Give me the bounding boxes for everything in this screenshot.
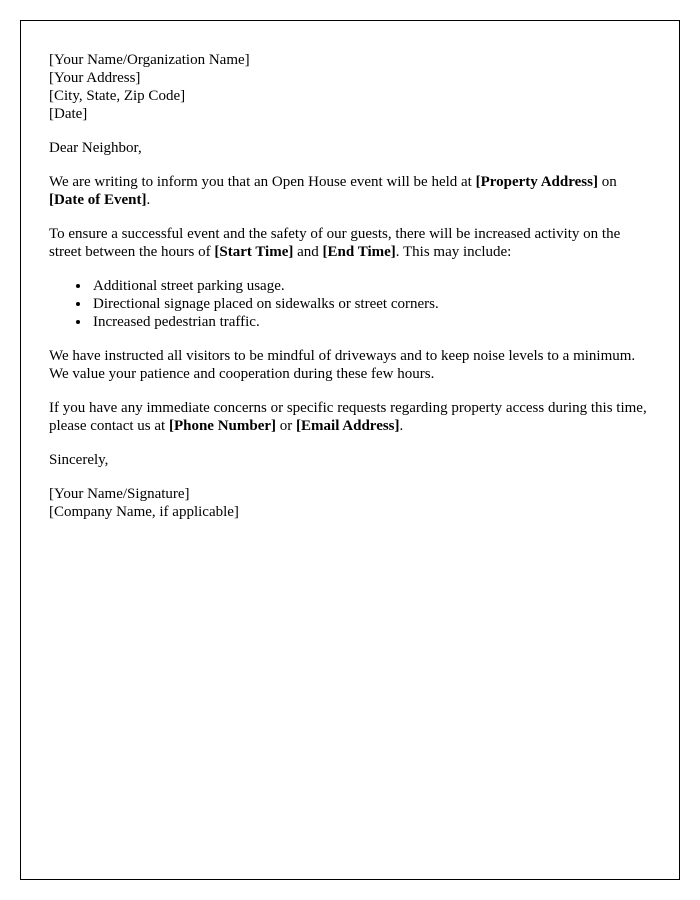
email-address-placeholder: [Email Address] (296, 418, 400, 434)
paragraph-courtesy: We have instructed all visitors to be mindful of driveways and to keep noise levels to a minimum. We value your patience and cooperation during these few hours. (49, 348, 636, 382)
p2-text-3: . This may include: (395, 244, 512, 260)
activity-bullet-list (49, 277, 651, 331)
p2-text-1: To ensure a successful event and the safety of our guests, there will be increased activity on the street between the hours of (49, 226, 621, 260)
end-time-placeholder: [End Time] (322, 244, 396, 260)
phone-number-placeholder: [Phone Number] (168, 418, 277, 434)
paragraph-activity-notice (49, 225, 651, 261)
header-line-date: [Date] (49, 106, 88, 122)
p1-text-2: on (597, 174, 617, 190)
p2-text-2: and (293, 244, 323, 260)
signature-line-company: [Company Name, if applicable] (49, 504, 239, 520)
start-time-placeholder: [Start Time] (214, 244, 294, 260)
header-line-city-state-zip: [City, State, Zip Code] (49, 88, 186, 104)
paragraph-event-announcement (49, 173, 651, 209)
signature-block (49, 485, 651, 521)
header-line-name: [Your Name/Organization Name] (49, 52, 250, 68)
letter-header (49, 51, 651, 123)
p4-text-3: . (399, 418, 404, 434)
list-item-pedestrian: • Increased pedestrian traffic. (91, 313, 651, 331)
p1-text-1: We are writing to inform you that an Open House event will be held at (49, 174, 476, 190)
paragraph-contact (49, 399, 651, 435)
list-item-parking: • Additional street parking usage. (91, 277, 651, 295)
header-line-address: [Your Address] (49, 70, 141, 86)
salutation: Dear Neighbor, (49, 140, 142, 156)
signature-line-name: [Your Name/Signature] (49, 486, 190, 502)
p4-text-1: If you have any immediate concerns or specific requests regarding property access during this time, please contact us at (49, 400, 647, 434)
p4-text-2: or (276, 418, 297, 434)
letter-page (20, 20, 680, 880)
date-of-event-placeholder: [Date of Event] (49, 192, 147, 208)
property-address-placeholder: [Property Address] (475, 174, 598, 190)
list-item-signage: • Directional signage placed on sidewalks or street corners. (91, 295, 651, 313)
closing: Sincerely, (49, 452, 109, 468)
p1-text-3: . (146, 192, 151, 208)
